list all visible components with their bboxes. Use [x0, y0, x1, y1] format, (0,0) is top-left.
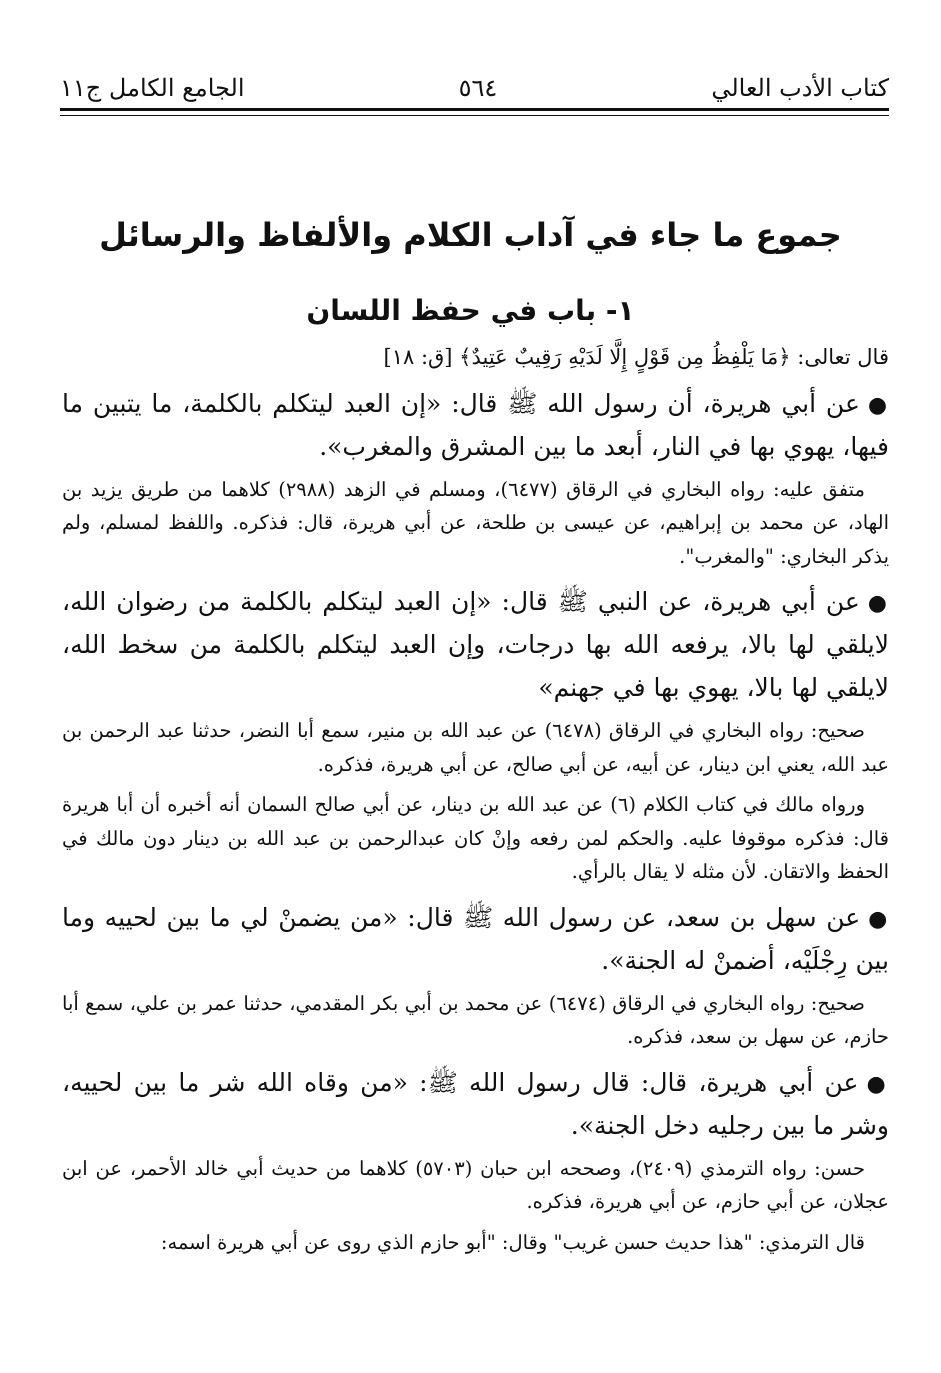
page-content [62, 342, 889, 1266]
hadith-text: عن سهل بن سعد، عن رسول الله ﷺ قال: «من يضمنْ لي ما بين لحييه وما بين رِجْلَيْه، أضمنْ له الجنة». [62, 902, 889, 975]
header-book-name: كتاب الأدب العالي [711, 74, 889, 102]
hadith-note: ورواه مالك في كتاب الكلام (٦) عن عبد الله بن دينار، عن أبي صالح السمان أنه أخبره أن أبا هريرة قال: فذكره موقوفا عليه. والحكم لمن رفعه وإنْ كان عبدالرحمن بن عبد الله بن دينار دون مالك في الحفظ والاتقان. لأن مثله لا يقال بالرأي. [62, 793, 889, 884]
hadith-2 [62, 580, 889, 709]
bullet-icon: ● [867, 591, 889, 617]
hadith-note: صحيح: رواه البخاري في الرقاق (٦٤٧٤) عن محمد بن أبي بكر المقدمي، حدثنا عمر بن علي، سمع أبا حازم، عن سهل بن سعد، فذكره. [62, 991, 889, 1049]
hadith-note: حسن: رواه الترمذي (٢٤٠٩)، وصححه ابن حبان (٥٧٠٣) كلاهما من حديث أبي خالد الأحمر، عن ابن عجلان، عن أبي حازم، عن أبي هريرة، فذكره. [62, 1156, 889, 1214]
hadith-note: متفق عليه: رواه البخاري في الرقاق (٦٤٧٧)، ومسلم في الزهد (٢٩٨٨) كلاهما من طريق يزيد بن الهاد، عن محمد بن إبراهيم، عن عيسى بن طلحة، عن أبي هريرة، قال: فذكره. واللفظ لمسلم، ولم يذكر البخاري: "والمغرب". [62, 477, 889, 568]
bullet-icon: ● [868, 906, 889, 932]
hadith-3 [62, 896, 889, 982]
bullet-icon: ● [866, 1071, 889, 1097]
hadith-1 [62, 382, 889, 468]
hadith-text: عن أبي هريرة، قال: قال رسول الله ﷺ: «من وقاه الله شر ما بين لحييه، وشر ما بين رجليه دخل الجنة». [62, 1067, 889, 1140]
header-page-number: ٥٦٤ [458, 74, 498, 102]
header-volume: الجامع الكامل ج١١ [60, 74, 245, 102]
hadith-note: قال الترمذي: "هذا حديث حسن غريب" وقال: "أبو حازم الذي روى عن أبي هريرة اسمه: [160, 1230, 865, 1254]
hadith-text: عن أبي هريرة، عن النبي ﷺ قال: «إن العبد ليتكلم بالكلمة من رضوان الله، لايلقي لها بالا، يرفعه الله بها درجات، وإن العبد ليتكلم بالكلمة من سخط الله، لايلقي لها بالا، يهوي بها في جهنم» [62, 587, 889, 703]
hadith-note: صحيح: رواه البخاري في الرقاق (٦٤٧٨) عن عبد الله بن منير، سمع أبا النضر، حدثنا عبد الرحمن بن عبد الله، يعني ابن دينار، عن أبيه، عن أبي صالح، عن أبي هريرة، فذكره. [62, 719, 889, 776]
hadith-text: عن أبي هريرة، أن رسول الله ﷺ قال: «إن العبد ليتكلم بالكلمة، ما يتبين ما فيها، يهوي بها في النار، أبعد ما بين المشرق والمغرب». [62, 388, 889, 461]
bullet-icon: ● [867, 392, 889, 418]
section-title: جموع ما جاء في آداب الكلام والألفاظ والرسائل [99, 216, 842, 254]
quran-verse: قال تعالى: ﴿مَا يَلْفِظُ مِن قَوْلٍ إِلَّا لَدَيْهِ رَقِيبٌ عَتِيدٌ﴾ [ق: ١٨] [383, 345, 889, 369]
hadith-4 [62, 1061, 889, 1147]
running-header [60, 68, 889, 111]
chapter-heading: ١- باب في حفظ اللسان [306, 294, 635, 327]
